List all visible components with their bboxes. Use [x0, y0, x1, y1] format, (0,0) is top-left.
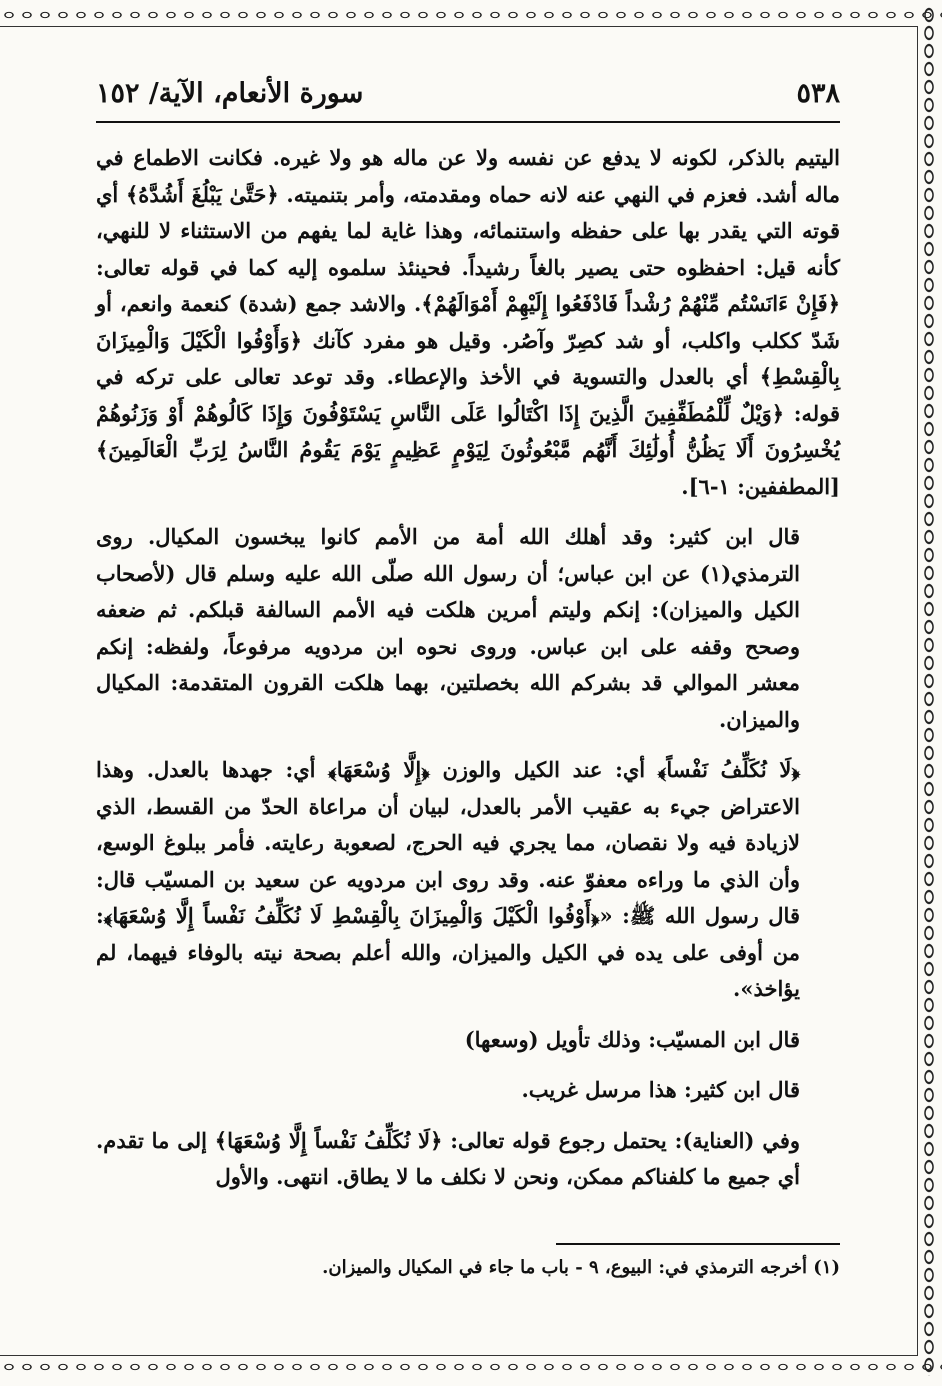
footnote-rule [556, 1243, 840, 1245]
border-line-right [917, 26, 918, 1356]
body-text [96, 140, 840, 1196]
page-header [96, 78, 840, 109]
border-line-top [0, 26, 918, 27]
paragraph-1: اليتيم بالذكر، لكونه لا يدفع عن نفسه ولا عن ماله هو ولا غيره. فكانت الاطماع في ماله أشد. فعزم في النهي عنه لانه حماه ومقدمته، وأمر بتنميته. ﴿حَتَّىٰ يَبْلُغَ أَشُدَّهُ﴾ أي قوته التي يقدر بها على حفظه واستنمائه، وهذا غاية لما يفهم من الاستثناء لا للنهي، كأنه قيل: احفظوه حتى يصير بالغاً رشيداً. فحينئذ سلموه إليه كما في قوله تعالى: ﴿فَإِنْ ءَانَسْتُم مِّنْهُمْ رُشْداً فَادْفَعُوا إِلَيْهِمْ أَمْوَالَهُمْ﴾. والاشد جمع (شدة) كنعمة وانعم، أو شَدّ ككلب واكلب، أو شد كصِرّ وآصُر. وقيل هو مفرد كآنك ﴿وَأَوْفُوا الْكَيْلَ وَالْمِيزَانَ بِالْقِسْطِ﴾ أي بالعدل والتسوية في الأخذ والإعطاء. وقد توعد تعالى على تركه في قوله: ﴿وَيْلٌ لِّلْمُطَفِّفِينَ الَّذِينَ إِذَا اكْتَالُوا عَلَى النَّاسِ يَسْتَوْفُونَ وَإِذَا كَالُوهُمْ أَوْ وَزَنُوهُمْ يُخْسِرُونَ أَلَا يَظُنُّ أُولَٰئِكَ أَنَّهُم مَّبْعُوثُونَ لِيَوْمٍ عَظِيمٍ يَوْمَ يَقُومُ النَّاسُ لِرَبِّ الْعَالَمِينَ﴾ [المطففين: ١-٦]. [96, 145, 840, 499]
page-number: ٥٣٨ [796, 78, 840, 109]
paragraph-6: وفي (العناية): يحتمل رجوع قوله تعالى: ﴿لَا نُكَلِّفُ نَفْساً إِلَّا وُسْعَهَا﴾ إلى ما تقدم. أي جميع ما كلفناكم ممكن، ونحن لا نكلف ما لا يطاق. انتهى. والأول [96, 1127, 800, 1189]
paragraph-4: قال ابن المسيّب: وذلك تأويل (وسعها) [464, 1026, 800, 1052]
decorative-border-right [920, 6, 938, 1376]
running-title: سورة الأنعام، الآية/ ١٥٢ [96, 78, 364, 109]
paragraph-2: قال ابن كثير: وقد أهلك الله أمة من الأمم كانوا يبخسون المكيال. روى الترمذي(١) عن ابن عباس؛ أن رسول الله صلّى الله عليه وسلم قال (لأصحاب الكيل والميزان): إنكم وليتم أمرين هلكت فيه الأمم السالفة قبلكم. ثم ضعفه وصحح وقفه على ابن عباس. وروى نحوه ابن مردويه مرفوعاً، ولفظه: إنكم معشر الموالي قد بشركم الله بخصلتين، بهما هلكت القرون المتقدمة: المكيال والميزان. [96, 524, 800, 732]
paragraph-5: قال ابن كثير: هذا مرسل غريب. [521, 1077, 800, 1102]
footnote: (١) أخرجه الترمذي في: البيوع، ٩ - باب ما جاء في المكيال والميزان. [322, 1257, 840, 1278]
decorative-border-top [0, 6, 942, 24]
border-line-bottom [0, 1355, 918, 1356]
decorative-border-bottom [0, 1358, 942, 1376]
paragraph-3: ﴿لَا نُكَلِّفُ نَفْساً﴾ أي: عند الكيل والوزن ﴿إِلَّا وُسْعَهَا﴾ أي: جهدها بالعدل. وهذا الاعتراض جيء به عقيب الأمر بالعدل، لبيان أن مراعاة الحدّ من القسط، الذي لازيادة فيه ولا نقصان، مما يجري فيه الحرج، لصعوبة رعايته. فأمر ببلوغ الوسع، وأن الذي ما وراءه معفوّ عنه. وقد روى ابن مردويه عن سعيد بن المسيّب قال: قال رسول الله ﷺ: «﴿أَوْفُوا الْكَيْلَ وَالْمِيزَانَ بِالْقِسْطِ لَا نُكَلِّفُ نَفْساً إِلَّا وُسْعَهَا﴾: من أوفى على يده في الكيل والميزان، والله أعلم بصحة نيته بالوفاء فيهما، لم يؤاخذ». [96, 757, 800, 1001]
header-rule [96, 121, 840, 123]
